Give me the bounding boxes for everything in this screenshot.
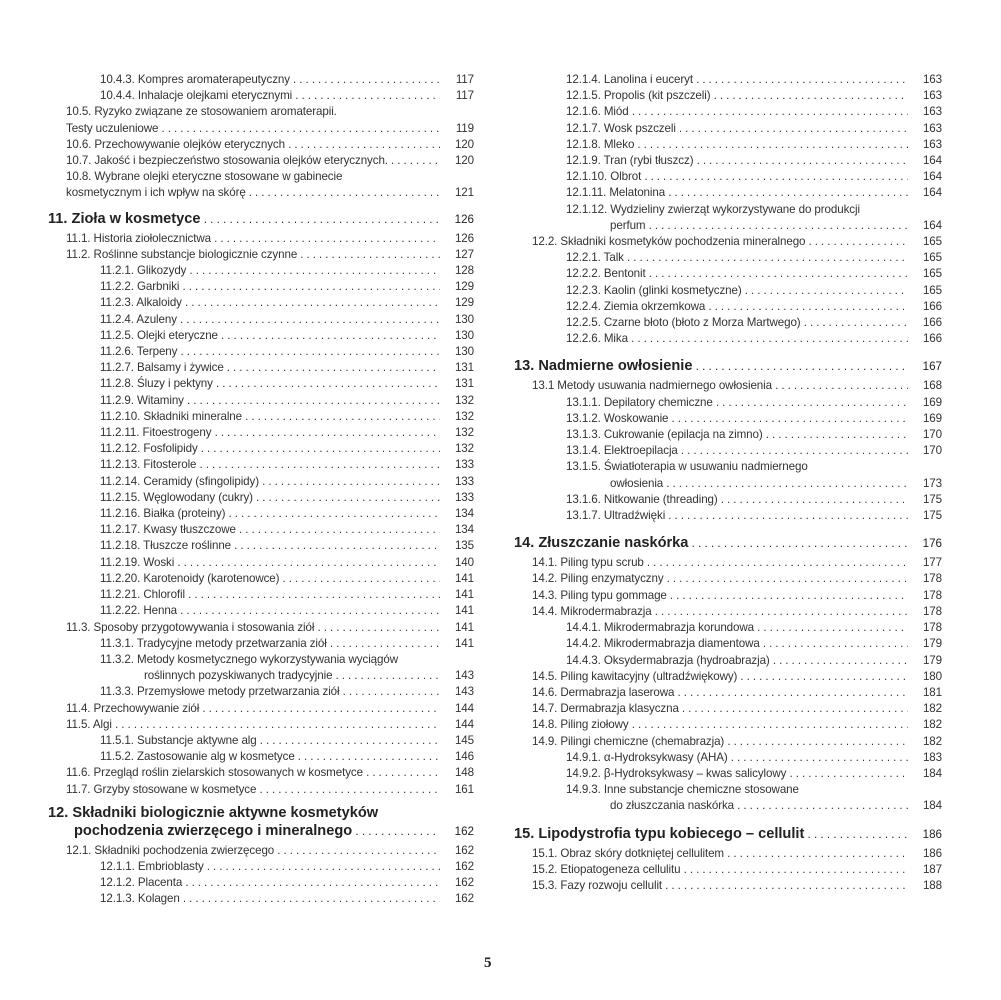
toc-entry-page: 141 xyxy=(454,588,474,602)
toc-entry-text: 11.2.6. Terpeny . . . xyxy=(100,344,440,360)
toc-entry xyxy=(48,72,474,88)
toc-entry-page: 165 xyxy=(922,251,942,265)
toc-entry-text: 10.7. Jakość i bezpieczeństwo stosowania olejków eterycznych. . . . xyxy=(66,153,440,169)
toc-entry xyxy=(48,474,474,490)
toc-entry xyxy=(48,121,474,137)
toc-entry-text: 12.1.3. Kolagen . . . xyxy=(100,891,440,907)
toc-entry-text: 11.2.1. Glikozydy . . . xyxy=(100,263,440,279)
chapter-heading xyxy=(514,357,942,376)
toc-entry-page: 163 xyxy=(922,73,942,86)
toc-entry-text: 13.1.7. Ultradźwięki . . . xyxy=(566,508,908,524)
toc-entry-page: 127 xyxy=(454,247,474,261)
toc-entry xyxy=(48,457,474,473)
toc-entry-text: 11.2.4. Azuleny . . . xyxy=(100,312,440,328)
toc-entry-text: 15.3. Fazy rozwoju cellulit . . . xyxy=(532,878,908,894)
toc-entry-page: 180 xyxy=(922,669,942,683)
chapter-title: 11. Zioła w kosmetyce . . . xyxy=(48,210,440,229)
toc-entry-text: 11.2.9. Witaminy . . . xyxy=(100,393,440,409)
toc-entry-page: 120 xyxy=(454,154,474,168)
toc-entry-page: 163 xyxy=(922,105,942,119)
toc-entry xyxy=(514,185,942,201)
toc-entry-page: 184 xyxy=(922,766,942,780)
toc-entry-text: 13.1 Metody usuwania nadmiernego owłosienia . . . xyxy=(532,378,908,394)
toc-entry-text: 14.1. Piling typu scrub . . . xyxy=(532,555,908,571)
toc-entry-page: 162 xyxy=(454,892,474,906)
toc-entry-text: 12.2.3. Kaolin (glinki kosmetyczne) . . . xyxy=(566,283,908,299)
toc-entry-text: 11.2. Roślinne substancje biologicznie czynne . . . xyxy=(66,247,440,263)
toc-entry xyxy=(514,476,942,492)
toc-entry xyxy=(48,843,474,859)
toc-entry-page: 134 xyxy=(454,507,474,521)
chapter-title-continuation: pochodzenia zwierzęcego i mineralnego . . . xyxy=(48,822,440,841)
toc-entry-text: 15.1. Obraz skóry dotkniętej cellulitem . . . xyxy=(532,846,908,862)
toc-entry xyxy=(514,153,942,169)
toc-entry xyxy=(48,88,474,104)
toc-entry xyxy=(514,508,942,524)
toc-entry xyxy=(514,653,942,669)
toc-entry-text: 12.1.5. Propolis (kit pszczeli) . . . xyxy=(566,88,908,104)
toc-entry xyxy=(514,283,942,299)
toc-entry-page: 119 xyxy=(455,121,474,135)
toc-entry-page: 132 xyxy=(454,426,474,440)
toc-entry-text: 11.2.18. Tłuszcze roślinne . . . xyxy=(100,538,440,554)
chapter-page: 126 xyxy=(454,212,474,226)
toc-entry xyxy=(48,490,474,506)
toc-entry-page: 132 xyxy=(454,442,474,456)
toc-entry-text: 14.4.3. Oksydermabrazja (hydroabrazja) . . . xyxy=(566,653,908,669)
toc-entry-text: 12.1. Składniki pochodzenia zwierzęcego . . . xyxy=(66,843,440,859)
chapter-page: 167 xyxy=(922,360,942,374)
toc-entry-page: 141 xyxy=(454,604,474,618)
toc-entry-page: 182 xyxy=(922,702,942,716)
toc-entry-page: 168 xyxy=(922,379,942,393)
toc-entry-text: 13.1.1. Depilatory chemiczne . . . xyxy=(566,395,908,411)
toc-entry-page: 141 xyxy=(454,571,474,585)
toc-entry-text: 11.2.19. Woski . . . xyxy=(100,555,440,571)
toc-entry xyxy=(48,137,474,153)
toc-entry xyxy=(48,344,474,360)
toc-entry-text: 11.4. Przechowywanie ziół . . . xyxy=(66,701,440,717)
toc-entry xyxy=(514,862,942,878)
toc-entry-continuation: Testy uczuleniowe . . . xyxy=(66,121,440,137)
toc-entry xyxy=(514,378,942,394)
toc-entry-text: 14.5. Piling kawitacyjny (ultradźwiękowy) . . . xyxy=(532,669,908,685)
toc-entry xyxy=(514,331,942,347)
toc-entry xyxy=(514,620,942,636)
toc-entry-page: 162 xyxy=(454,859,474,873)
toc-entry xyxy=(48,636,474,652)
toc-entry xyxy=(514,846,942,862)
toc-entry-page: 182 xyxy=(922,734,942,748)
toc-entry-text: 11.1. Historia ziołolecznictwa . . . xyxy=(66,231,440,247)
toc-entry-text: 11.2.2. Garbniki . . . xyxy=(100,279,440,295)
chapter-heading xyxy=(48,210,474,229)
toc-entry-page: 121 xyxy=(454,186,474,200)
toc-entry-text: 14.9. Pilingi chemiczne (chemabrazja) . . . xyxy=(532,734,908,750)
toc-entry xyxy=(48,749,474,765)
toc-entry-page: 161 xyxy=(454,782,474,796)
toc-entry xyxy=(514,104,942,120)
toc-entry-page: 178 xyxy=(922,621,942,635)
toc-entry-page: 164 xyxy=(922,154,942,168)
toc-entry-text: 13.1.6. Nitkowanie (threading) . . . xyxy=(566,492,908,508)
toc-entry xyxy=(48,668,474,684)
toc-entry-text: 11.2.11. Fitoestrogeny . . . xyxy=(100,425,440,441)
toc-entry xyxy=(514,218,942,234)
toc-entry-page: 132 xyxy=(454,409,474,423)
page-number: 5 xyxy=(484,955,492,971)
toc-entry-page: 141 xyxy=(454,620,474,634)
toc-entry-text: 11.6. Przegląd roślin zielarskich stosowanych w kosmetyce . . . xyxy=(66,765,440,781)
toc-entry-text: 14.4. Mikrodermabrazja . . . xyxy=(532,604,908,620)
toc-entry-page: 141 xyxy=(454,636,474,650)
toc-entry-text: 11.5.1. Substancje aktywne alg . . . xyxy=(100,733,440,749)
toc-entry xyxy=(48,717,474,733)
toc-entry-text: 14.4.1. Mikrodermabrazja korundowa . . . xyxy=(566,620,908,636)
toc-entry-text: 15.2. Etiopatogeneza cellulitu . . . xyxy=(532,862,908,878)
toc-entry xyxy=(514,315,942,331)
toc-entry-page: 163 xyxy=(922,121,942,135)
toc-entry-text: 12.1.9. Tran (rybi tłuszcz) . . . xyxy=(566,153,908,169)
toc-entry xyxy=(514,636,942,652)
toc-entry-text: 11.2.14. Ceramidy (sfingolipidy) . . . xyxy=(100,474,440,490)
toc-entry-page: 120 xyxy=(454,137,474,151)
toc-entry-text: 11.2.21. Chlorofil . . . xyxy=(100,587,440,603)
chapter-title: 14. Złuszczanie naskórka . . . xyxy=(514,534,908,553)
chapter-heading xyxy=(514,825,942,844)
toc-entry xyxy=(514,443,942,459)
toc-entry-page: 143 xyxy=(454,685,474,699)
toc-entry-page: 175 xyxy=(922,509,942,523)
toc-entry-page: 130 xyxy=(454,312,474,326)
toc-entry-page: 165 xyxy=(922,267,942,281)
toc-entry-page: 169 xyxy=(922,411,942,425)
toc-entry-page: 179 xyxy=(922,637,942,651)
toc-entry-continuation: owłosienia . . . xyxy=(566,476,908,492)
toc-entry-text: 12.1.7. Wosk pszczeli . . . xyxy=(566,121,908,137)
toc-entry-text: 14.9.3. Inne substancje chemiczne stosowane xyxy=(566,783,799,797)
toc-entry-page: 128 xyxy=(454,264,474,278)
toc-entry xyxy=(514,604,942,620)
toc-entry-text: 12.1.11. Melatonina . . . xyxy=(566,185,908,201)
toc-entry-page: 163 xyxy=(922,137,942,151)
toc-entry xyxy=(514,734,942,750)
toc-entry xyxy=(514,427,942,443)
toc-entry-text: 14.9.2. β-Hydroksykwasy – kwas salicylowy . . . xyxy=(566,766,908,782)
chapter-page: 162 xyxy=(454,824,474,838)
toc-entry-page: 178 xyxy=(922,604,942,618)
toc-entry-text: 13.1.4. Elektroepilacja . . . xyxy=(566,443,908,459)
toc-entry-text: 11.2.16. Białka (proteiny) . . . xyxy=(100,506,440,522)
toc-entry-text: 11.2.13. Fitosterole . . . xyxy=(100,457,440,473)
toc-entry xyxy=(48,555,474,571)
toc-entry xyxy=(514,299,942,315)
toc-entry xyxy=(48,360,474,376)
toc-entry-text: 12.1.8. Mleko . . . xyxy=(566,137,908,153)
toc-entry-page: 133 xyxy=(454,474,474,488)
toc-entry-text: 12.2.4. Ziemia okrzemkowa . . . xyxy=(566,299,908,315)
toc-entry-text: 14.9.1. α-Hydroksykwasy (AHA) . . . xyxy=(566,750,908,766)
toc-entry-page: 133 xyxy=(454,458,474,472)
toc-entry-text: 12.2.5. Czarne błoto (błoto z Morza Martwego) . . . xyxy=(566,315,908,331)
toc-entry-page: 165 xyxy=(922,283,942,297)
toc-entry-page: 135 xyxy=(454,539,474,553)
toc-entry-page: 146 xyxy=(454,750,474,764)
toc-entry xyxy=(48,263,474,279)
chapter-title: 12. Składniki biologicznie aktywne kosmetyków xyxy=(48,804,379,821)
toc-entry-text: 11.2.20. Karotenoidy (karotenowce) . . . xyxy=(100,571,440,587)
toc-entry-page: 179 xyxy=(922,653,942,667)
toc-entry-text: 14.8. Piling ziołowy . . . xyxy=(532,717,908,733)
toc-entry xyxy=(48,859,474,875)
toc-entry-text: 12.1.12. Wydzieliny zwierząt wykorzystywane do produkcji xyxy=(566,202,860,216)
toc-entry-text: 11.2.15. Węglowodany (cukry) . . . xyxy=(100,490,440,506)
toc-entry-page: 162 xyxy=(454,876,474,890)
toc-entry-page: 164 xyxy=(922,218,942,232)
toc-entry xyxy=(48,312,474,328)
toc-entry-page: 145 xyxy=(454,733,474,747)
toc-entry xyxy=(514,121,942,137)
toc-entry xyxy=(514,717,942,733)
toc-entry-page: 131 xyxy=(454,377,474,391)
toc-entry-text: 12.1.4. Lanolina i euceryt . . . xyxy=(566,72,908,88)
toc-entry-page: 143 xyxy=(454,669,474,683)
toc-entry xyxy=(48,295,474,311)
toc-entry xyxy=(514,701,942,717)
toc-entry xyxy=(48,506,474,522)
toc-entry-text: 11.2.10. Składniki mineralne . . . xyxy=(100,409,440,425)
toc-entry-page: 166 xyxy=(922,332,942,346)
toc-entry xyxy=(514,685,942,701)
toc-entry xyxy=(514,492,942,508)
chapter-page: 186 xyxy=(922,827,942,841)
toc-entry xyxy=(48,875,474,891)
toc-entry xyxy=(514,395,942,411)
toc-entry xyxy=(48,891,474,907)
toc-entry-page: 117 xyxy=(455,73,474,86)
toc-entry-page: 131 xyxy=(454,361,474,375)
toc-entry xyxy=(514,878,942,894)
toc-entry xyxy=(48,765,474,781)
toc-entry-text: 11.2.12. Fosfolipidy . . . xyxy=(100,441,440,457)
toc-entry-page: 148 xyxy=(454,766,474,780)
toc-entry-page: 170 xyxy=(922,428,942,442)
toc-entry xyxy=(514,555,942,571)
toc-entry-page: 144 xyxy=(454,701,474,715)
toc-entry xyxy=(48,701,474,717)
toc-entry xyxy=(48,571,474,587)
toc-entry-page: 132 xyxy=(454,393,474,407)
toc-entry-page: 163 xyxy=(922,89,942,103)
toc-entry-text: 12.2. Składniki kosmetyków pochodzenia mineralnego . . . xyxy=(532,234,908,250)
toc-entry xyxy=(48,587,474,603)
toc-entry-text: 10.8. Wybrane olejki eteryczne stosowane w gabinecie xyxy=(66,170,343,184)
toc-entry xyxy=(48,620,474,636)
chapter-heading xyxy=(48,804,474,841)
toc-entry-text: 10.6. Przechowywanie olejków eterycznych . . . xyxy=(66,137,440,153)
toc-entry-page: 129 xyxy=(454,280,474,294)
toc-entry-text: 10.4.3. Kompres aromaterapeutyczny . . . xyxy=(100,72,440,88)
toc-entry-text: 13.1.5. Światłoterapia w usuwaniu nadmiernego xyxy=(566,460,808,474)
toc-entry xyxy=(514,750,942,766)
toc-entry xyxy=(48,538,474,554)
toc-entry-page: 177 xyxy=(922,556,942,570)
toc-entry-text: 12.2.2. Bentonit . . . xyxy=(566,266,908,282)
toc-entry xyxy=(48,328,474,344)
chapter-heading xyxy=(514,534,942,553)
toc-entry xyxy=(48,279,474,295)
toc-entry xyxy=(48,782,474,798)
toc-entry-page: 182 xyxy=(922,718,942,732)
toc-entry xyxy=(514,137,942,153)
toc-entry xyxy=(514,169,942,185)
toc-entry-page: 164 xyxy=(922,186,942,200)
toc-entry-page: 166 xyxy=(922,316,942,330)
toc-entry xyxy=(514,72,942,88)
toc-entry xyxy=(48,185,474,201)
toc-entry-text: 11.3.2. Metody kosmetycznego wykorzystywania wyciągów xyxy=(100,652,398,666)
toc-entry-text: 11.3. Sposoby przygotowywania i stosowania ziół . . . xyxy=(66,620,440,636)
toc-entry-text: 13.1.2. Woskowanie . . . xyxy=(566,411,908,427)
toc-entry xyxy=(514,411,942,427)
toc-entry-text: 10.5. Ryzyko związane ze stosowaniem aromaterapii. xyxy=(66,105,337,119)
toc-entry xyxy=(514,669,942,685)
toc-entry-page: 165 xyxy=(922,235,942,249)
chapter-title: 15. Lipodystrofia typu kobiecego – cellulit . . . xyxy=(514,825,908,844)
toc-entry-text: 14.4.2. Mikrodermabrazja diamentowa . . . xyxy=(566,636,908,652)
toc-entry xyxy=(48,231,474,247)
toc-entry xyxy=(514,234,942,250)
toc-entry xyxy=(514,798,942,814)
toc-entry-text: 11.2.8. Śluzy i pektyny . . . xyxy=(100,376,440,392)
toc-entry xyxy=(48,441,474,457)
toc-entry-text: 11.7. Grzyby stosowane w kosmetyce . . . xyxy=(66,782,440,798)
toc-entry-page: 187 xyxy=(922,862,942,876)
toc-entry-page: 181 xyxy=(922,685,942,699)
chapter-title: 13. Nadmierne owłosienie . . . xyxy=(514,357,908,376)
toc-entry-text: 13.1.3. Cukrowanie (epilacja na zimno) . . . xyxy=(566,427,908,443)
toc-entry xyxy=(48,684,474,700)
toc-entry xyxy=(48,247,474,263)
toc-entry xyxy=(48,603,474,619)
toc-entry xyxy=(48,393,474,409)
toc-entry-text: 11.2.22. Henna . . . xyxy=(100,603,440,619)
toc-entry-page: 188 xyxy=(922,878,942,892)
toc-entry-text: 11.5.2. Zastosowanie alg w kosmetyce . . . xyxy=(100,749,440,765)
toc-entry-text: 11.2.7. Balsamy i żywice . . . xyxy=(100,360,440,376)
chapter-title-row xyxy=(48,822,474,841)
toc-entry-page: 164 xyxy=(922,170,942,184)
toc-entry-continuation: kosmetycznym i ich wpływ na skórę . . . xyxy=(66,185,440,201)
toc-entry-text: 12.1.6. Miód . . . xyxy=(566,104,908,120)
chapter-page: 176 xyxy=(922,537,942,551)
toc-entry-text: 11.2.5. Olejki eteryczne . . . xyxy=(100,328,440,344)
toc-entry-page: 170 xyxy=(922,444,942,458)
toc-entry-page: 173 xyxy=(922,476,942,490)
toc-entry-page: 117 xyxy=(455,89,474,103)
toc-entry-text: 14.3. Piling typu gommage . . . xyxy=(532,588,908,604)
toc-entry xyxy=(48,409,474,425)
toc-entry xyxy=(514,571,942,587)
toc-entry xyxy=(48,425,474,441)
toc-entry-text: 11.2.17. Kwasy tłuszczowe . . . xyxy=(100,522,440,538)
toc-entry-page: 178 xyxy=(922,588,942,602)
toc-entry xyxy=(514,266,942,282)
toc-entry xyxy=(514,766,942,782)
toc-entry-page: 129 xyxy=(454,296,474,310)
toc-entry-continuation: do złuszczania naskórka . . . xyxy=(566,798,908,814)
toc-entry-text: 14.7. Dermabrazja klasyczna . . . xyxy=(532,701,908,717)
toc-entry-text: 11.5. Algi . . . xyxy=(66,717,440,733)
toc-entry-page: 175 xyxy=(922,492,942,506)
toc-entry xyxy=(514,250,942,266)
toc-entry xyxy=(48,153,474,169)
toc-entry-text: 11.2.3. Alkaloidy . . . xyxy=(100,295,440,311)
toc-entry xyxy=(514,588,942,604)
toc-entry-text: 10.4.4. Inhalacje olejkami eterycznymi . . . xyxy=(100,88,440,104)
toc-entry-page: 130 xyxy=(454,328,474,342)
toc-entry-text: 12.1.2. Placenta . . . xyxy=(100,875,440,891)
toc-entry-page: 130 xyxy=(454,345,474,359)
toc-entry-page: 126 xyxy=(454,231,474,245)
toc-entry-page: 162 xyxy=(454,843,474,857)
toc-entry-text: 12.2.1. Talk . . . xyxy=(566,250,908,266)
toc-entry-text: 12.2.6. Mika . . . xyxy=(566,331,908,347)
toc-entry-page: 140 xyxy=(454,555,474,569)
toc-entry-text: 12.1.10. Olbrot . . . xyxy=(566,169,908,185)
toc-entry-page: 178 xyxy=(922,572,942,586)
toc-entry-text: 11.3.1. Tradycyjne metody przetwarzania ziół . . . xyxy=(100,636,440,652)
toc-entry-text: 12.1.1. Embrioblasty . . . xyxy=(100,859,440,875)
toc-entry xyxy=(48,376,474,392)
toc-entry xyxy=(514,88,942,104)
toc-entry-page: 133 xyxy=(454,490,474,504)
toc-entry-page: 184 xyxy=(922,799,942,813)
toc-entry-text: 14.2. Piling enzymatyczny . . . xyxy=(532,571,908,587)
toc-right-column xyxy=(514,72,942,894)
toc-entry-continuation: perfum . . . xyxy=(566,218,908,234)
toc-entry-page: 183 xyxy=(922,750,942,764)
toc-entry xyxy=(48,733,474,749)
toc-entry-page: 134 xyxy=(454,523,474,537)
toc-entry-continuation: roślinnych pozyskiwanych tradycyjnie . . . xyxy=(100,668,440,684)
toc-entry-page: 166 xyxy=(922,299,942,313)
toc-entry-text: 14.6. Dermabrazja laserowa . . . xyxy=(532,685,908,701)
toc-entry xyxy=(48,522,474,538)
toc-left-column xyxy=(48,72,474,908)
toc-entry-page: 186 xyxy=(922,846,942,860)
toc-entry-page: 169 xyxy=(922,395,942,409)
toc-entry-page: 144 xyxy=(454,717,474,731)
toc-entry-text: 11.3.3. Przemysłowe metody przetwarzania ziół . . . xyxy=(100,684,440,700)
